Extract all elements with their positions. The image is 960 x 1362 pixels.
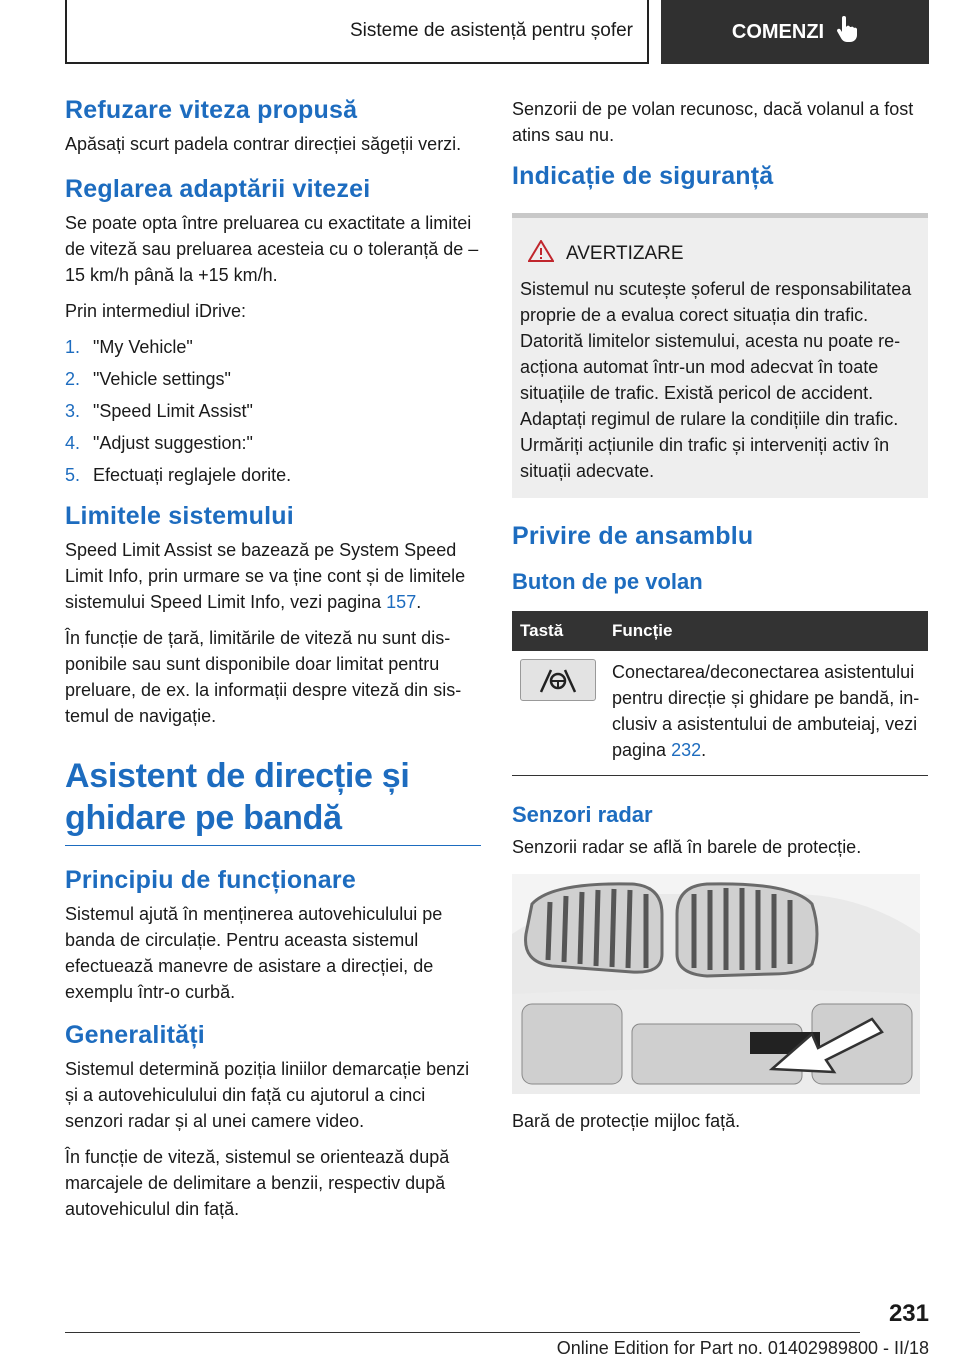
function-text: Conectarea/deconectarea asistentului pentru direcție și ghidare pe bandă, inclusiv a asistentului de ambuteiaj, vezi pagina — [612, 662, 920, 760]
page-link-157[interactable]: 157 — [386, 592, 417, 612]
step-text: "Adjust suggestion:" — [93, 433, 253, 453]
list-item — [65, 334, 481, 360]
step-text: "My Vehicle" — [93, 337, 193, 357]
step-text: "Speed Limit Assist" — [93, 401, 253, 421]
warning-title-text: AVERTIZARE — [566, 243, 684, 264]
text-principiu: Sistemul ajută în menținerea autovehiculului pe banda de circulație. Pentru aceasta sistemul efectuează manevre de asistare a direcției, de exemplu într-o curbă. — [65, 904, 443, 1002]
heading-indicatie: Indicație de siguranță — [512, 162, 774, 190]
lane-assist-button-icon — [520, 659, 596, 701]
text-reglarea: Se poate opta între preluarea cu exactitate a limitei de viteză sau preluarea acesteia cu o toleranță de –15 km/h până la +15 km/h. — [65, 213, 479, 285]
heading-refuzare: Refuzare viteza propusă — [65, 96, 358, 124]
cell-function — [604, 651, 928, 776]
left-column — [65, 96, 481, 1232]
idrive-steps — [65, 334, 481, 488]
text-generalitati-1: Sistemul determină poziția liniilor demarcație benzi și a autovehiculului din față cu ajutorul a cinci senzori radar și al unei camere video. — [65, 1059, 470, 1131]
text-limitele-1-body: Speed Limit Assist se bazează pe System Speed Limit Info, prin urmare se va ține cont și de limitele sistemului Speed Limit Info, vezi pagina — [65, 540, 466, 612]
section-title — [65, 0, 649, 64]
cell-button — [512, 651, 604, 776]
page-link-232[interactable]: 232 — [671, 740, 702, 760]
bumper-photo — [512, 874, 920, 1094]
text-refuzare: Apăsați scurt padela contrar direcției săgeții verzi. — [65, 134, 462, 154]
text-senzori-volan: Senzorii de pe volan recunosc, dacă volanul a fost atins sau nu. — [512, 99, 914, 145]
column-header-functie: Funcție — [604, 611, 928, 651]
hand-pointer-icon — [834, 16, 858, 48]
heading-asistent: Asistent de direcție și ghidare pe bandă — [65, 757, 410, 837]
text-period: . — [416, 592, 422, 612]
text-generalitati-2: În funcție de viteză, sistemul se orientează după marcajele de delimitare a benzii, respectiv după autovehiculul din față. — [65, 1147, 450, 1219]
button-table — [512, 611, 928, 776]
step-number: 4. — [65, 433, 81, 453]
table-row — [512, 651, 928, 776]
footer-divider — [65, 1332, 860, 1333]
edition-text: Online Edition for Part no. 01402989800 - II/18 — [556, 1338, 929, 1358]
warning-box — [512, 213, 928, 498]
right-column — [512, 96, 928, 1144]
heading-radar: Senzori radar — [512, 802, 653, 827]
chapter-heading-block — [65, 755, 481, 846]
step-text: Efectuați reglajele dorite. — [93, 465, 292, 485]
heading-principiu: Principiu de funcționare — [65, 866, 356, 894]
warning-text: Sistemul nu scutește șoferul de responsabilitatea proprie de a evalua corect situația din trafic. Datorită limitelor sistemului, acesta nu poate reacționa automat într-un mod adecvat în toate situațiile de trafic. Există pericol de accident. Adaptați regimul de rulare la condițiile din trafic. Urmăriți acțiunile din trafic și interveniți activ în situații adecvate. — [520, 279, 912, 481]
text-limitele-2: În funcție de țară, limitările de viteză nu sunt disponibile sau sunt disponibile doar limitat pentru preluare, de ex. la informații despre viteză din sistemul de navigație. — [65, 628, 462, 726]
heading-privire: Privire de ansamblu — [512, 522, 754, 550]
column-header-tasta: Tastă — [512, 611, 604, 651]
heading-buton: Buton de pe volan — [512, 569, 703, 594]
chapter-label: COMENZI — [731, 20, 825, 43]
text-radar: Senzorii radar se află în barele de protecție. — [512, 837, 862, 857]
step-number: 1. — [65, 337, 81, 357]
list-item — [65, 462, 481, 488]
step-text: "Vehicle settings" — [93, 369, 231, 389]
page-header — [65, 0, 929, 64]
list-item — [65, 430, 481, 456]
text-idrive: Prin intermediul iDrive: — [65, 301, 247, 321]
text-limitele-1 — [65, 537, 481, 615]
list-item — [65, 366, 481, 392]
text-period: . — [701, 740, 707, 760]
heading-reglarea: Reglarea adaptării vitezei — [65, 175, 371, 203]
warning-title — [520, 240, 920, 268]
heading-generalitati: Generalități — [65, 1021, 205, 1049]
heading-limitele: Limitele sistemului — [65, 502, 294, 530]
chapter-tab — [661, 0, 929, 64]
step-number: 3. — [65, 401, 81, 421]
step-number: 5. — [65, 465, 81, 485]
section-title-text: Sisteme de asistență pentru șofer — [349, 20, 633, 41]
photo-caption: Bară de protecție mijloc față. — [512, 1111, 741, 1131]
page-number: 231 — [888, 1300, 929, 1327]
warning-triangle-icon — [528, 240, 554, 268]
step-number: 2. — [65, 369, 81, 389]
list-item — [65, 398, 481, 424]
